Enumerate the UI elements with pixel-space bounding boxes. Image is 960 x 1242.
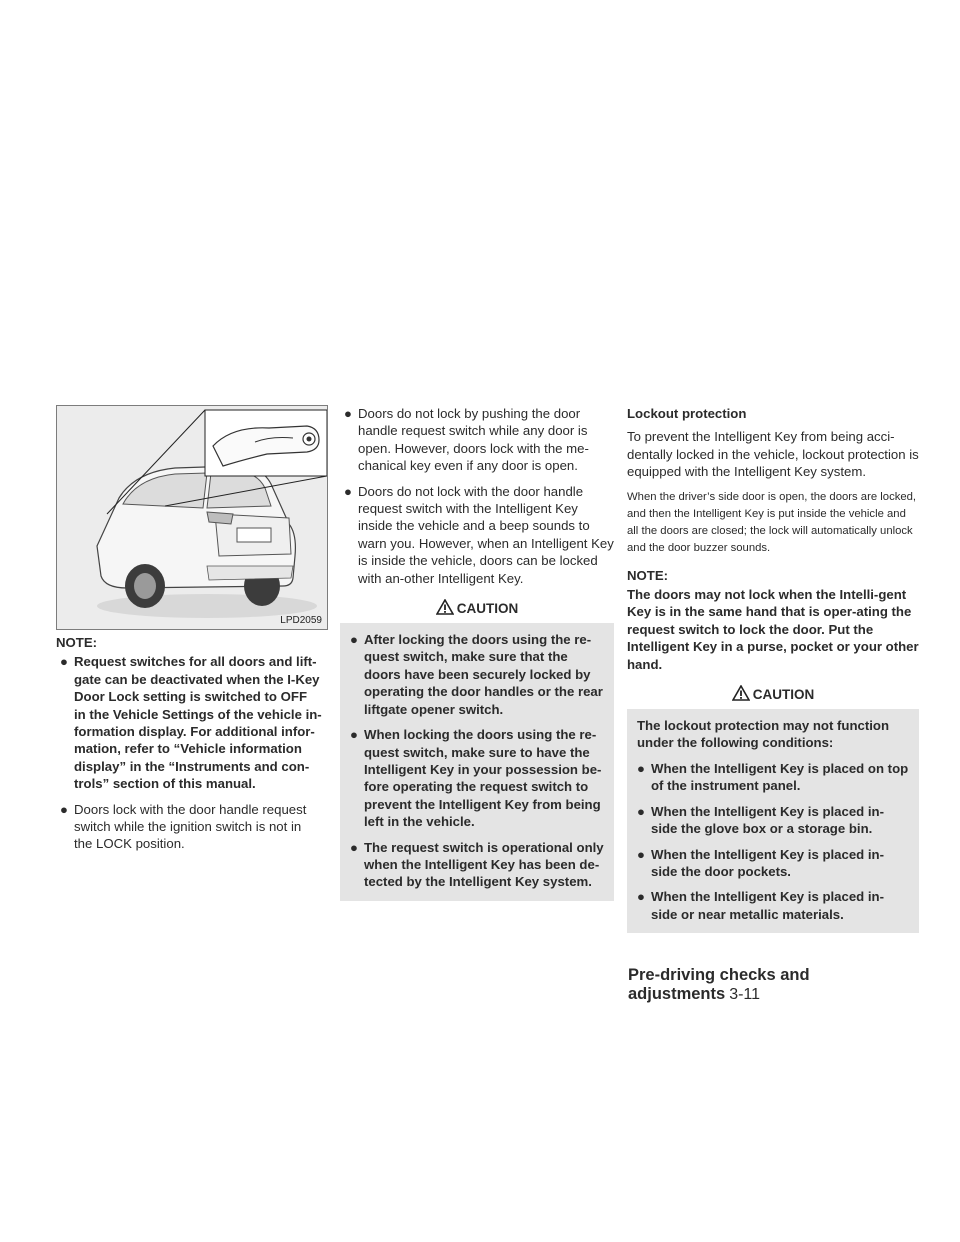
- note-text: The doors may not lock when the Intelli-gent Key is in the same hand that is oper-ating the request switch to lock the door. Put the Intelligent Key in a purse, pocket or your other hand.: [627, 587, 919, 672]
- column-1: [56, 634, 322, 861]
- paragraph-small: When the driver’s side door is open, the doors are locked, and then the Intelligent Key is put inside the vehicle and all the doors are closed; the lock will automatically unlock and the door buzzer sounds.: [627, 490, 917, 554]
- column-3: [627, 405, 919, 933]
- bullet-icon: ●: [637, 889, 645, 905]
- bullet-icon: ●: [344, 483, 352, 499]
- section-heading: Lockout protection: [627, 406, 747, 421]
- list-item: ● After locking the doors using the re-quest switch, make sure that the doors have been securely locked by operating the door handles or the rear liftgate opener switch.: [350, 632, 603, 717]
- caution-bullet-list: [637, 760, 909, 923]
- bullet-icon: ●: [60, 801, 68, 817]
- bullet-icon: ●: [344, 406, 352, 421]
- column-2: [340, 405, 614, 901]
- section-name: Pre-driving checks and adjustments: [628, 966, 810, 1003]
- list-item: ● The request switch is operational only when the Intelligent Key has been de-tected by the Intelligent Key system.: [350, 839, 604, 890]
- illustration-car-door-handle: [56, 405, 328, 630]
- list-item: ● When the Intelligent Key is placed in-side the door pockets.: [637, 846, 885, 879]
- bullet-icon: ●: [637, 846, 645, 862]
- list-item: ● Request switches for all doors and lift-gate can be deactivated when the I-Key Door Lock setting is switched to OFF in the Vehicle Settings of the vehicle in-formation display. For additional infor-mation, refer to “Vehicle information display” in the “Instruments and con-trols” section of this manual.: [60, 654, 322, 792]
- paragraph: To prevent the Intelligent Key from being acci-dentally locked in the vehicle, lockout protection is equipped with the Intelligent Key system.: [627, 429, 919, 480]
- list-item: ● Doors do not lock with the door handle request switch with the Intelligent Key inside the vehicle and a beep sounds to warn you. However, when an Intelligent Key is inside the vehicle, doors can be locked with an-other Intelligent Key.: [344, 483, 614, 586]
- bullet-icon: ●: [637, 760, 645, 776]
- bullet-icon: ●: [637, 803, 645, 819]
- bullet-icon: ●: [350, 632, 358, 648]
- bullet-icon: ●: [350, 727, 358, 743]
- door-lock-bullet-list: [340, 405, 614, 587]
- figure-code: LPD2059: [280, 615, 322, 626]
- note-label: NOTE:: [627, 567, 669, 583]
- list-item: ● When the Intelligent Key is placed in-side or near metallic materials.: [637, 889, 885, 922]
- caution-header: [627, 681, 919, 709]
- note-bullet-list: [56, 653, 322, 852]
- caution-header: [340, 595, 614, 623]
- list-item: ● When the Intelligent Key is placed on top of the instrument panel.: [637, 760, 909, 794]
- car-illustration: [57, 406, 327, 629]
- list-item: ● Doors do not lock by pushing the door handle request switch while any door is open. However, doors lock with the me-chanical key even if any door is open.: [344, 406, 589, 474]
- caution-box: [340, 595, 614, 901]
- bullet-icon: ●: [60, 654, 68, 670]
- caution-bullet-list: [350, 631, 604, 891]
- caution-box: [627, 681, 919, 933]
- list-item: ● When locking the doors using the re-quest switch, make sure to have the Intelligent Key in your possession be-fore operating the request switch to prevent the Intelligent Key from being left in the vehicle.: [350, 727, 602, 830]
- caution-title: CAUTION: [752, 687, 815, 703]
- page-footer: [628, 966, 923, 1004]
- warning-triangle-icon: [732, 685, 750, 701]
- list-item: ● Doors lock with the door handle request switch while the ignition switch is not in the LOCK position.: [60, 801, 307, 852]
- caution-intro: The lockout protection may not function under the following conditions:: [637, 718, 890, 751]
- warning-triangle-icon: [436, 599, 454, 615]
- page-number: 3-11: [729, 986, 761, 1003]
- caution-title: CAUTION: [456, 601, 519, 617]
- note-label: NOTE:: [56, 635, 98, 650]
- bullet-icon: ●: [350, 839, 358, 855]
- list-item: ● When the Intelligent Key is placed in-side the glove box or a storage bin.: [637, 803, 885, 837]
